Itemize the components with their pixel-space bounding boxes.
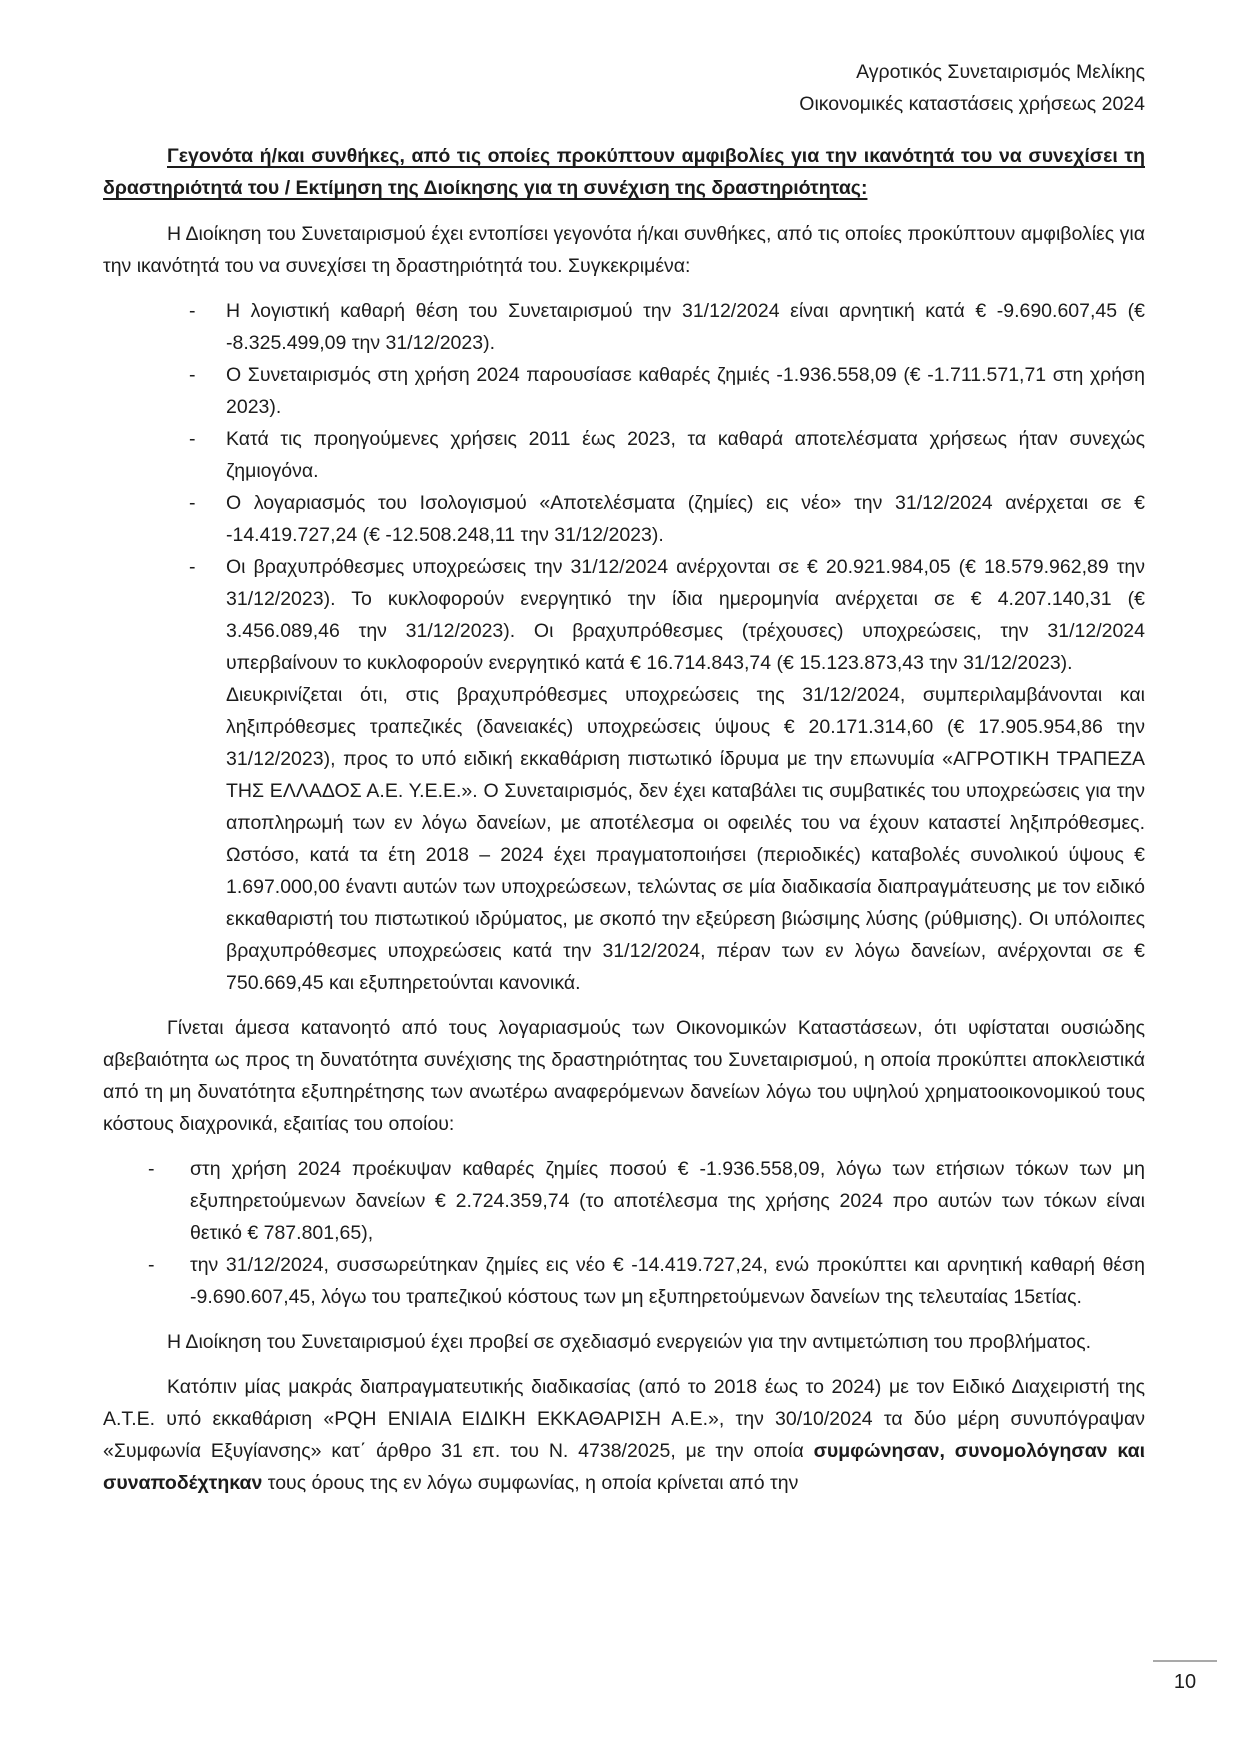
dash-bullet: - bbox=[189, 364, 196, 386]
dash-bullet: - bbox=[148, 1158, 155, 1180]
section-heading-text: Γεγονότα ή/και συνθήκες, από τις οποίες προκύπτουν αμφιβολίες για την ικανότητά του να συνεχίσει τη δραστηριότητά του / Εκτίμηση της Διοίκησης για τη συνέχιση της δραστηριότητας: bbox=[103, 145, 1145, 199]
list-item-text: Η λογιστική καθαρή θέση του Συνεταιρισμού την 31/12/2024 είναι αρνητική κατά € -9.690.607,45 (€ -8.325.499,09 την 31/12/2023). bbox=[226, 300, 1145, 354]
agreement-text-post: τους όρους της εν λόγω συμφωνίας, η οποία κρίνεται από την bbox=[262, 1472, 799, 1494]
agreement-paragraph bbox=[103, 1371, 1145, 1499]
intro-paragraph: Η Διοίκηση του Συνεταιρισμού έχει εντοπίσει γεγονότα ή/και συνθήκες, από τις οποίες προκύπτουν αμφιβολίες για την ικανότητά του να συνεχίσει τη δραστηριότητά του. Συγκεκριμένα: bbox=[103, 223, 1145, 277]
findings-list bbox=[103, 295, 1145, 999]
footer-divider bbox=[1153, 1660, 1217, 1662]
agreement-text-pre: Κατόπιν μίας μακράς διαπραγματευτικής διαδικασίας (από το 2018 έως το 2024) με τον Ειδικό Διαχειριστή της Α.Τ.Ε. υπό εκκαθάριση «PQH ΕΝΙΑΙΑ ΕΙΔΙΚΗ ΕΚΚΑΘΑΡΙΣΗ Α.Ε.», την 30/10/2024 τα δύο μέρη συνυπόγραψαν «Συμφωνία Εξυγίανσης» κατ΄ άρθρο 31 επ. του Ν. 4738/2025, με την οποία bbox=[103, 1376, 1145, 1462]
agreement-text-bold: συμφώνησαν, συνομολόγησαν και συναποδέχτηκαν bbox=[103, 1440, 1145, 1494]
dash-bullet: - bbox=[148, 1254, 155, 1276]
list-item bbox=[103, 1153, 1145, 1249]
section-heading bbox=[103, 140, 1145, 204]
page-number: 10 bbox=[1173, 1671, 1197, 1693]
list-item-text: Ο Συνεταιρισμός στη χρήση 2024 παρουσίασε καθαρές ζημιές -1.936.558,09 (€ -1.711.571,71 στη χρήση 2023). bbox=[226, 364, 1145, 418]
causes-list bbox=[103, 1153, 1145, 1313]
list-item-text: την 31/12/2024, συσσωρεύτηκαν ζημίες εις νέο € -14.419.727,24, ενώ προκύπτει και αρνητική καθαρή θέση -9.690.607,45, λόγω του τραπεζικού κόστους των μη εξυπηρετούμενων δανείων της τελευταίας 15ετίας. bbox=[190, 1254, 1145, 1308]
dash-bullet: - bbox=[189, 492, 196, 514]
document-title: Οικονομικές καταστάσεις χρήσεως 2024 bbox=[799, 93, 1145, 115]
list-item-text: Κατά τις προηγούμενες χρήσεις 2011 έως 2023, τα καθαρά αποτελέσματα χρήσεως ήταν συνεχώς ζημιογόνα. bbox=[226, 428, 1145, 482]
list-item bbox=[103, 423, 1145, 487]
page-header bbox=[103, 56, 1145, 120]
list-item bbox=[103, 359, 1145, 423]
list-item bbox=[103, 1249, 1145, 1313]
uncertainty-paragraph: Γίνεται άμεσα κατανοητό από τους λογαριασμούς των Οικονομικών Καταστάσεων, ότι υφίσταται ουσιώδης αβεβαιότητα ως προς τη δυνατότητα συνέχισης της δραστηριότητας του Συνεταιρισμού, η οποία προκύπτει αποκλειστικά από τη μη δυνατότητα εξυπηρέτησης των ανωτέρω αναφερόμενων δανείων λόγω του υψηλού χρηματοοικονομικού τους κόστους διαχρονικά, εξαιτίας του οποίου: bbox=[103, 1017, 1145, 1135]
dash-bullet: - bbox=[189, 428, 196, 450]
clarification-paragraph: Διευκρινίζεται ότι, στις βραχυπρόθεσμες υποχρεώσεις της 31/12/2024, συμπεριλαμβάνονται και ληξιπρόθεσμες τραπεζικές (δανειακές) υποχρεώσεις ύψους € 20.171.314,60 (€ 17.905.954,86 την 31/12/2023), προς το υπό ειδική εκκαθάριση πιστωτικό ίδρυμα με την επωνυμία «ΑΓΡΟΤΙΚΗ ΤΡΑΠΕΖΑ ΤΗΣ ΕΛΛΑΔΟΣ Α.Ε. Υ.Ε.Ε.». Ο Συνεταιρισμός, δεν έχει καταβάλει τις συμβατικές του υποχρεώσεις για την αποπληρωμή των εν λόγω δανείων, με αποτέλεσμα οι οφειλές του να έχουν καταστεί ληξιπρόθεσμες. Ωστόσο, κατά τα έτη 2018 – 2024 έχει πραγματοποιήσει (περιοδικές) καταβολές συνολικού ύψους € 1.697.000,00 έναντι αυτών των υποχρεώσεων, τελώντας σε μία διαδικασία διαπραγμάτευσης με τον ειδικό εκκαθαριστή του πιστωτικού ιδρύματος, με σκοπό την εξεύρεση βιώσιμης λύσης (ρύθμισης). Οι υπόλοιπες βραχυπρόθεσμες υποχρεώσεις κατά την 31/12/2024, πέραν των εν λόγω δανείων, ανέρχονται σε € 750.669,45 και εξυπηρετούνται κανονικά. bbox=[226, 684, 1145, 994]
list-item-text: στη χρήση 2024 προέκυψαν καθαρές ζημίες ποσού € -1.936.558,09, λόγω των ετήσιων τόκων των μη εξυπηρετούμενων δανείων € 2.724.359,74 (το αποτέλεσμα της χρήσης 2024 προ αυτών των τόκων είναι θετικό € 787.801,65), bbox=[190, 1158, 1145, 1244]
dash-bullet: - bbox=[189, 556, 196, 578]
organization-name: Αγροτικός Συνεταιρισμός Μελίκης bbox=[856, 61, 1145, 83]
list-item bbox=[103, 295, 1145, 359]
dash-bullet: - bbox=[189, 300, 196, 322]
list-item bbox=[103, 487, 1145, 551]
page-footer bbox=[1153, 1660, 1217, 1698]
management-actions-paragraph: Η Διοίκηση του Συνεταιρισμού έχει προβεί σε σχεδιασμό ενεργειών για την αντιμετώπιση του προβλήματος. bbox=[167, 1331, 1092, 1353]
list-item-text: Οι βραχυπρόθεσμες υποχρεώσεις την 31/12/2024 ανέρχονται σε € 20.921.984,05 (€ 18.579.962,89 την 31/12/2023). Το κυκλοφορούν ενεργητικό την ίδια ημερομηνία ανέρχεται σε € 4.207.140,31 (€ 3.456.089,46 την 31/12/2023). Οι βραχυπρόθεσμες (τρέχουσες) υποχρεώσεις, την 31/12/2024 υπερβαίνουν το κυκλοφορούν ενεργητικό κατά € 16.714.843,74 (€ 15.123.873,43 την 31/12/2023). bbox=[226, 556, 1145, 674]
list-item-text: Ο λογαριασμός του Ισολογισμού «Αποτελέσματα (ζημίες) εις νέο» την 31/12/2024 ανέρχεται σε € -14.419.727,24 (€ -12.508.248,11 την 31/12/2023). bbox=[226, 492, 1145, 546]
list-item bbox=[103, 551, 1145, 679]
